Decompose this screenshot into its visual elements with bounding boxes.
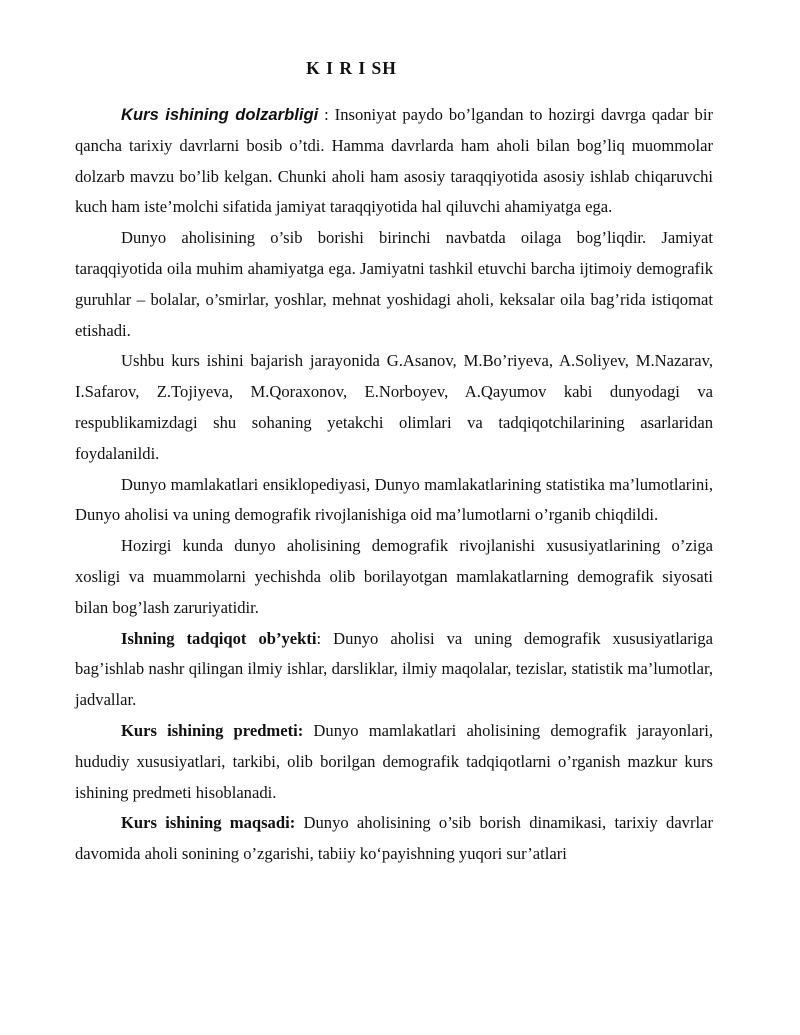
paragraph-goal xyxy=(75,808,713,870)
paragraph-family xyxy=(75,223,713,346)
paragraph-lead: Kurs ishining predmeti: xyxy=(121,720,304,740)
paragraph-object xyxy=(75,624,713,716)
paragraph-text: Hozirgi kunda dunyo aholisining demografik rivojlanishi xususiyatlarining o’ziga xosligi va muammolarni yechishda olib borilayotgan mamlakatlarning demografik siyosati bilan bog’lash zaruriyatidir. xyxy=(75,536,713,617)
paragraph-lead: Kurs ishining dolzarbligi xyxy=(121,105,319,124)
paragraph-lead: Ishning tadqiqot ob’yekti xyxy=(121,628,317,648)
paragraph-text: : Dunyo aholisi va uning demografik xususiyatlariga bag’ishlab nashr qilingan ilmiy ishlar, darsliklar, ilmiy maqolalar, tezislar, statistik ma’lumotlar, jadvallar. xyxy=(75,628,714,710)
paragraph-text: Ushbu kurs ishini bajarish jarayonida G.Asanov, M.Bo’riyeva, A.Soliyev, M.Nazarav, I.Safarov, Z.Tojiyeva, M.Qoraxonov, E.Norboyev, A.Qayumov kabi dunyodagi va respublikamizdagi shu sohaning yetakchi olimlari va tadqiqotchilarining asarlaridan foydalanildi. xyxy=(75,351,713,463)
paragraph-current xyxy=(75,531,713,623)
paragraph-sources xyxy=(75,346,713,469)
paragraph-relevance xyxy=(75,100,713,223)
paragraph-text: Dunyo mamlakatlari ensiklopediyasi, Dunyo mamlakatlarining statistika ma’lumotlarini, Dunyo aholisi va uning demografik rivojlanishiga oid ma’lumotlarni o’rganib chiqdildi. xyxy=(75,474,713,525)
document-page xyxy=(75,56,713,870)
paragraph-text: Dunyo mamlakatlari aholisining demografik jarayonlari, hududiy xususiyatlari, tarkibi, olib borilgan demografik tadqiqotlarni o’rganish mazkur kurs ishining predmeti hisoblanadi. xyxy=(75,720,713,802)
paragraph-lead: Kurs ishining maqsadi: xyxy=(121,813,296,833)
document-title: K I R I SH xyxy=(306,58,397,78)
paragraph-statistics xyxy=(75,470,713,532)
paragraph-text: Dunyo aholisining o’sib borish dinamikasi, tarixiy davrlar davomida aholi sonining o’zgarishi, tabiiy ko‘payishning yuqori sur’atlari xyxy=(75,813,714,864)
paragraph-text: Dunyo aholisining o’sib borishi birinchi navbatda oilaga bog’liqdir. Jamiyat taraqqiyotida oila muhim ahamiyatga ega. Jamiyatni tashkil etuvchi barcha ijtimoiy demografik guruhlar – bolalar, o’smirlar, yoshlar, mehnat yoshidagi aholi, keksalar oila bag’rida istiqomat etishadi. xyxy=(75,228,713,340)
paragraph-text: : Insoniyat paydo bo’lgandan to hozirgi davrga qadar bir qancha tarixiy davrlarni bosib o’tdi. Hamma davrlarda ham aholi bilan bog’liq muommolar dolzarb mavzu bo’lib kelgan. Chunki aholi ham asosiy taraqqiyotida asosiy ishlab chiqaruvchi kuch ham iste’molchi sifatida jamiyat taraqqiyotida hal qiluvchi ahamiyatga ega. xyxy=(75,105,713,217)
paragraph-subject xyxy=(75,716,713,808)
